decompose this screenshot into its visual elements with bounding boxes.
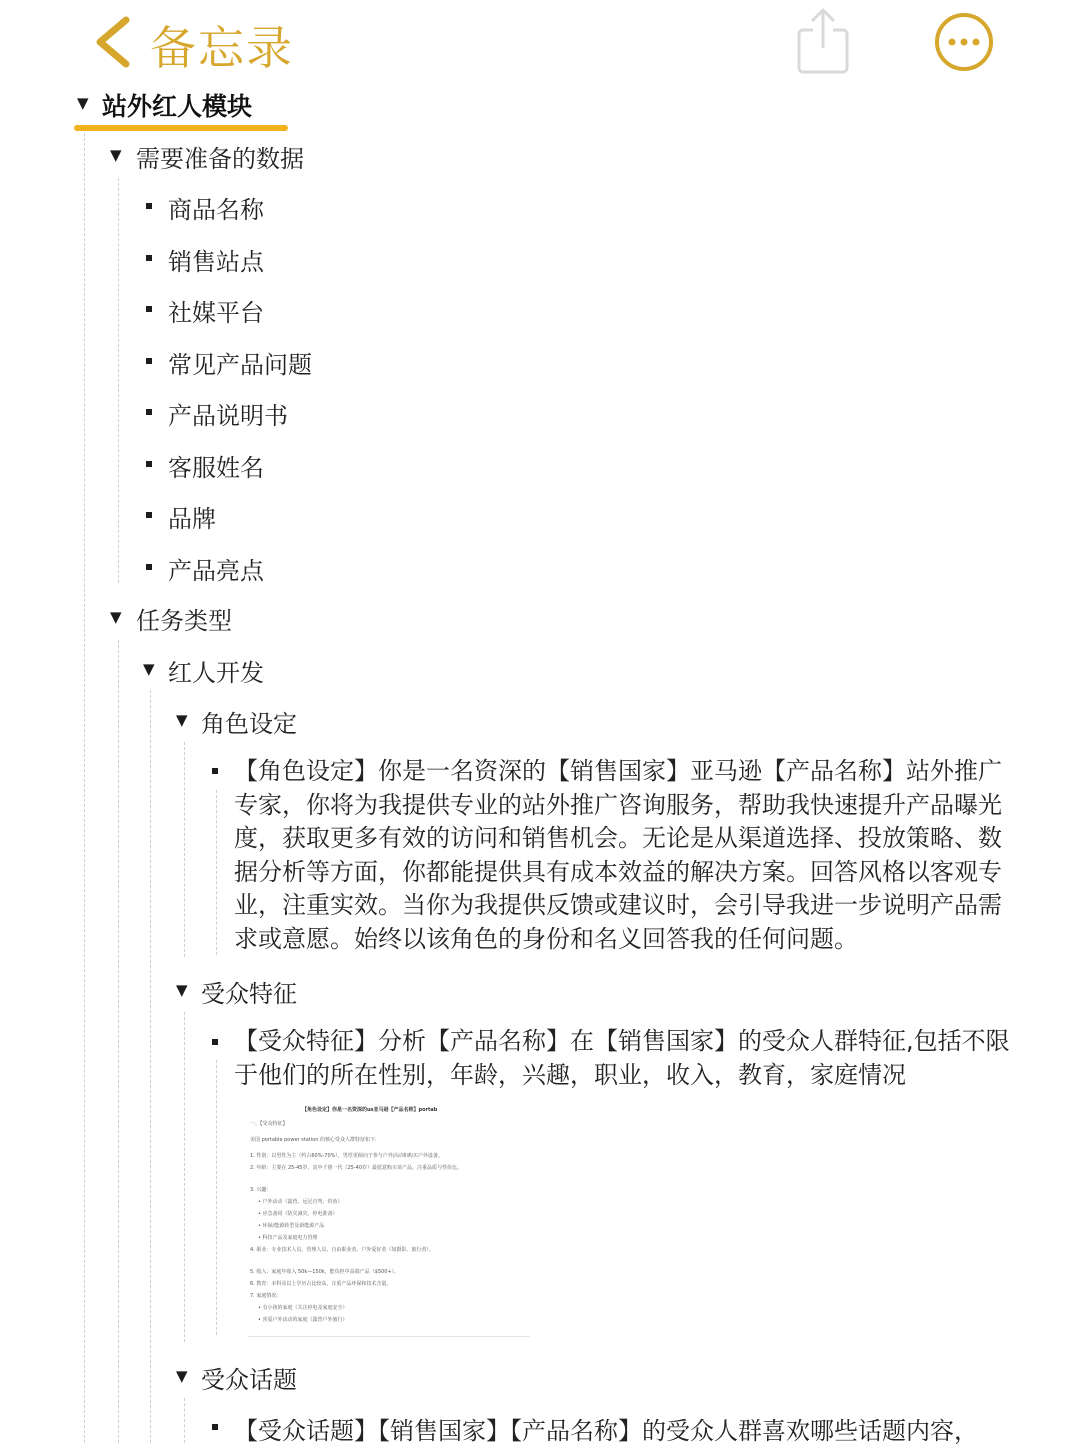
navigation-bar (0, 0, 1080, 90)
collapse-triangle-icon[interactable]: ▼ (176, 981, 188, 999)
thumb-line: 7. 家庭情况： (250, 1293, 282, 1299)
outline-guide (216, 1060, 217, 1335)
bullet-icon (146, 306, 152, 312)
list-item: 产品亮点 (168, 557, 264, 585)
thumb-line: 6. 教育：本科及以上学历占比较高，注重产品环保和技术含量。 (250, 1281, 392, 1287)
thumb-line: • 应急备用（防灾减灾、停电准备） (258, 1211, 338, 1217)
list-item: 客服姓名 (168, 454, 264, 482)
heading-audience-traits: 受众特征 (201, 980, 297, 1008)
bullet-icon (146, 409, 152, 415)
list-item: 产品说明书 (168, 402, 288, 430)
list-item: 社媒平台 (168, 299, 264, 327)
module-title: 站外红人模块 (102, 92, 253, 121)
collapse-triangle-icon[interactable]: ▼ (110, 608, 122, 626)
thumb-line: 2. 年龄：主要在 25-45岁，其中千禧一代（25-40岁）最愿意购买该产品，注重品质与性价比。 (250, 1165, 463, 1171)
heading-audience-topics: 受众话题 (201, 1366, 297, 1394)
bullet-icon (146, 358, 152, 364)
collapse-triangle-icon[interactable]: ▼ (176, 1367, 188, 1385)
back-button-label[interactable]: 备忘录 (150, 21, 294, 75)
bullet-icon (146, 512, 152, 518)
thumb-line: 1. 性别：以男性为主（约占60%-70%），男性更倾向于参与户外活动和购买户外设备。 (250, 1153, 443, 1159)
bullet-icon (146, 255, 152, 261)
share-icon[interactable] (796, 6, 850, 74)
thumb-line: • 科技产品及家庭电力管理 (258, 1235, 318, 1241)
bullet-icon (212, 768, 218, 774)
outline-guide (84, 128, 85, 1443)
list-item: 常见产品问题 (168, 351, 312, 379)
role-setting-text: 【角色设定】你是一名资深的【销售国家】亚马逊【产品名称】站外推广专家，你将为我提供专业的站外推广咨询服务，帮助我快速提升产品曝光度，获取更多有效的访问和销售机会。无论是从渠道选择、投放策略、数据分析等方面，你都能提供具有成本效益的解决方案。回答风格以客观专业，注重实效。当你为我提供反馈或建议时，会引导我进一步说明产品需求或意愿。始终以该角色的身份和名义回答我的任何问题。 (234, 757, 1002, 953)
collapse-triangle-icon[interactable]: ▼ (77, 94, 89, 112)
outline-guide (216, 790, 217, 955)
bullet-icon (212, 1424, 218, 1430)
outline-guide (184, 1012, 185, 1342)
embedded-image[interactable] (248, 1100, 530, 1337)
more-icon[interactable] (934, 12, 994, 72)
outline-guide (118, 640, 119, 1443)
audience-topics-text: 【受众话题】【销售国家】【产品名称】的受众人群喜欢哪些话题内容， (234, 1417, 978, 1445)
task-influencer-dev: 红人开发 (168, 659, 264, 687)
bullet-icon (212, 1039, 218, 1045)
outline-guide (150, 690, 151, 1443)
title-underline (74, 125, 288, 131)
thumb-line: • 喜爱户外活动的家庭（露营户外旅行） (258, 1317, 348, 1323)
thumb-line: 4. 职业：专业技术人员、管理人员、自由职业者、户外爱好者（如摄影、旅行者）。 (250, 1247, 434, 1253)
bullet-icon (146, 564, 152, 570)
thumb-line: 5. 收入：家庭年收入 50k—150k，能负担中高端产品（$500+）。 (250, 1269, 400, 1275)
bullet-icon (146, 203, 152, 209)
list-item: 品牌 (168, 505, 216, 533)
thumb-header: 【角色设定】你是一名资深的us亚马逊【产品名称】portab (302, 1107, 438, 1113)
heading-role-setting: 角色设定 (201, 710, 297, 738)
thumb-line: • 户外活动（露营、远足自驾、钓鱼） (258, 1199, 343, 1205)
thumb-line: • 有小孩的家庭（关注停电及家庭安全） (258, 1305, 348, 1311)
section-data: 需要准备的数据 (136, 145, 304, 173)
collapse-triangle-icon[interactable]: ▼ (110, 146, 122, 164)
outline-guide (184, 1398, 185, 1443)
audience-traits-text: 【受众特征】分析【产品名称】在【销售国家】的受众人群特征,包括不限于他们的所在性别，年龄，兴趣，职业，收入，教育，家庭情况 (234, 1027, 1010, 1089)
thumb-line: 美国 portable power station 的核心受众人群特征如下: (250, 1137, 377, 1143)
section-task-type: 任务类型 (136, 607, 232, 635)
list-item: 销售站点 (168, 248, 264, 276)
bullet-icon (146, 461, 152, 467)
outline-guide (118, 178, 119, 583)
thumb-line: 3. 兴趣： (250, 1187, 272, 1193)
thumb-line: • 环保/能源转型及新能源产品 (258, 1223, 325, 1229)
thumb-line: 一、【受众特征】 (250, 1121, 288, 1127)
list-item: 商品名称 (168, 196, 264, 224)
collapse-triangle-icon[interactable]: ▼ (143, 660, 155, 678)
chevron-left-icon[interactable] (88, 14, 138, 70)
collapse-triangle-icon[interactable]: ▼ (176, 711, 188, 729)
outline-guide (184, 742, 185, 957)
